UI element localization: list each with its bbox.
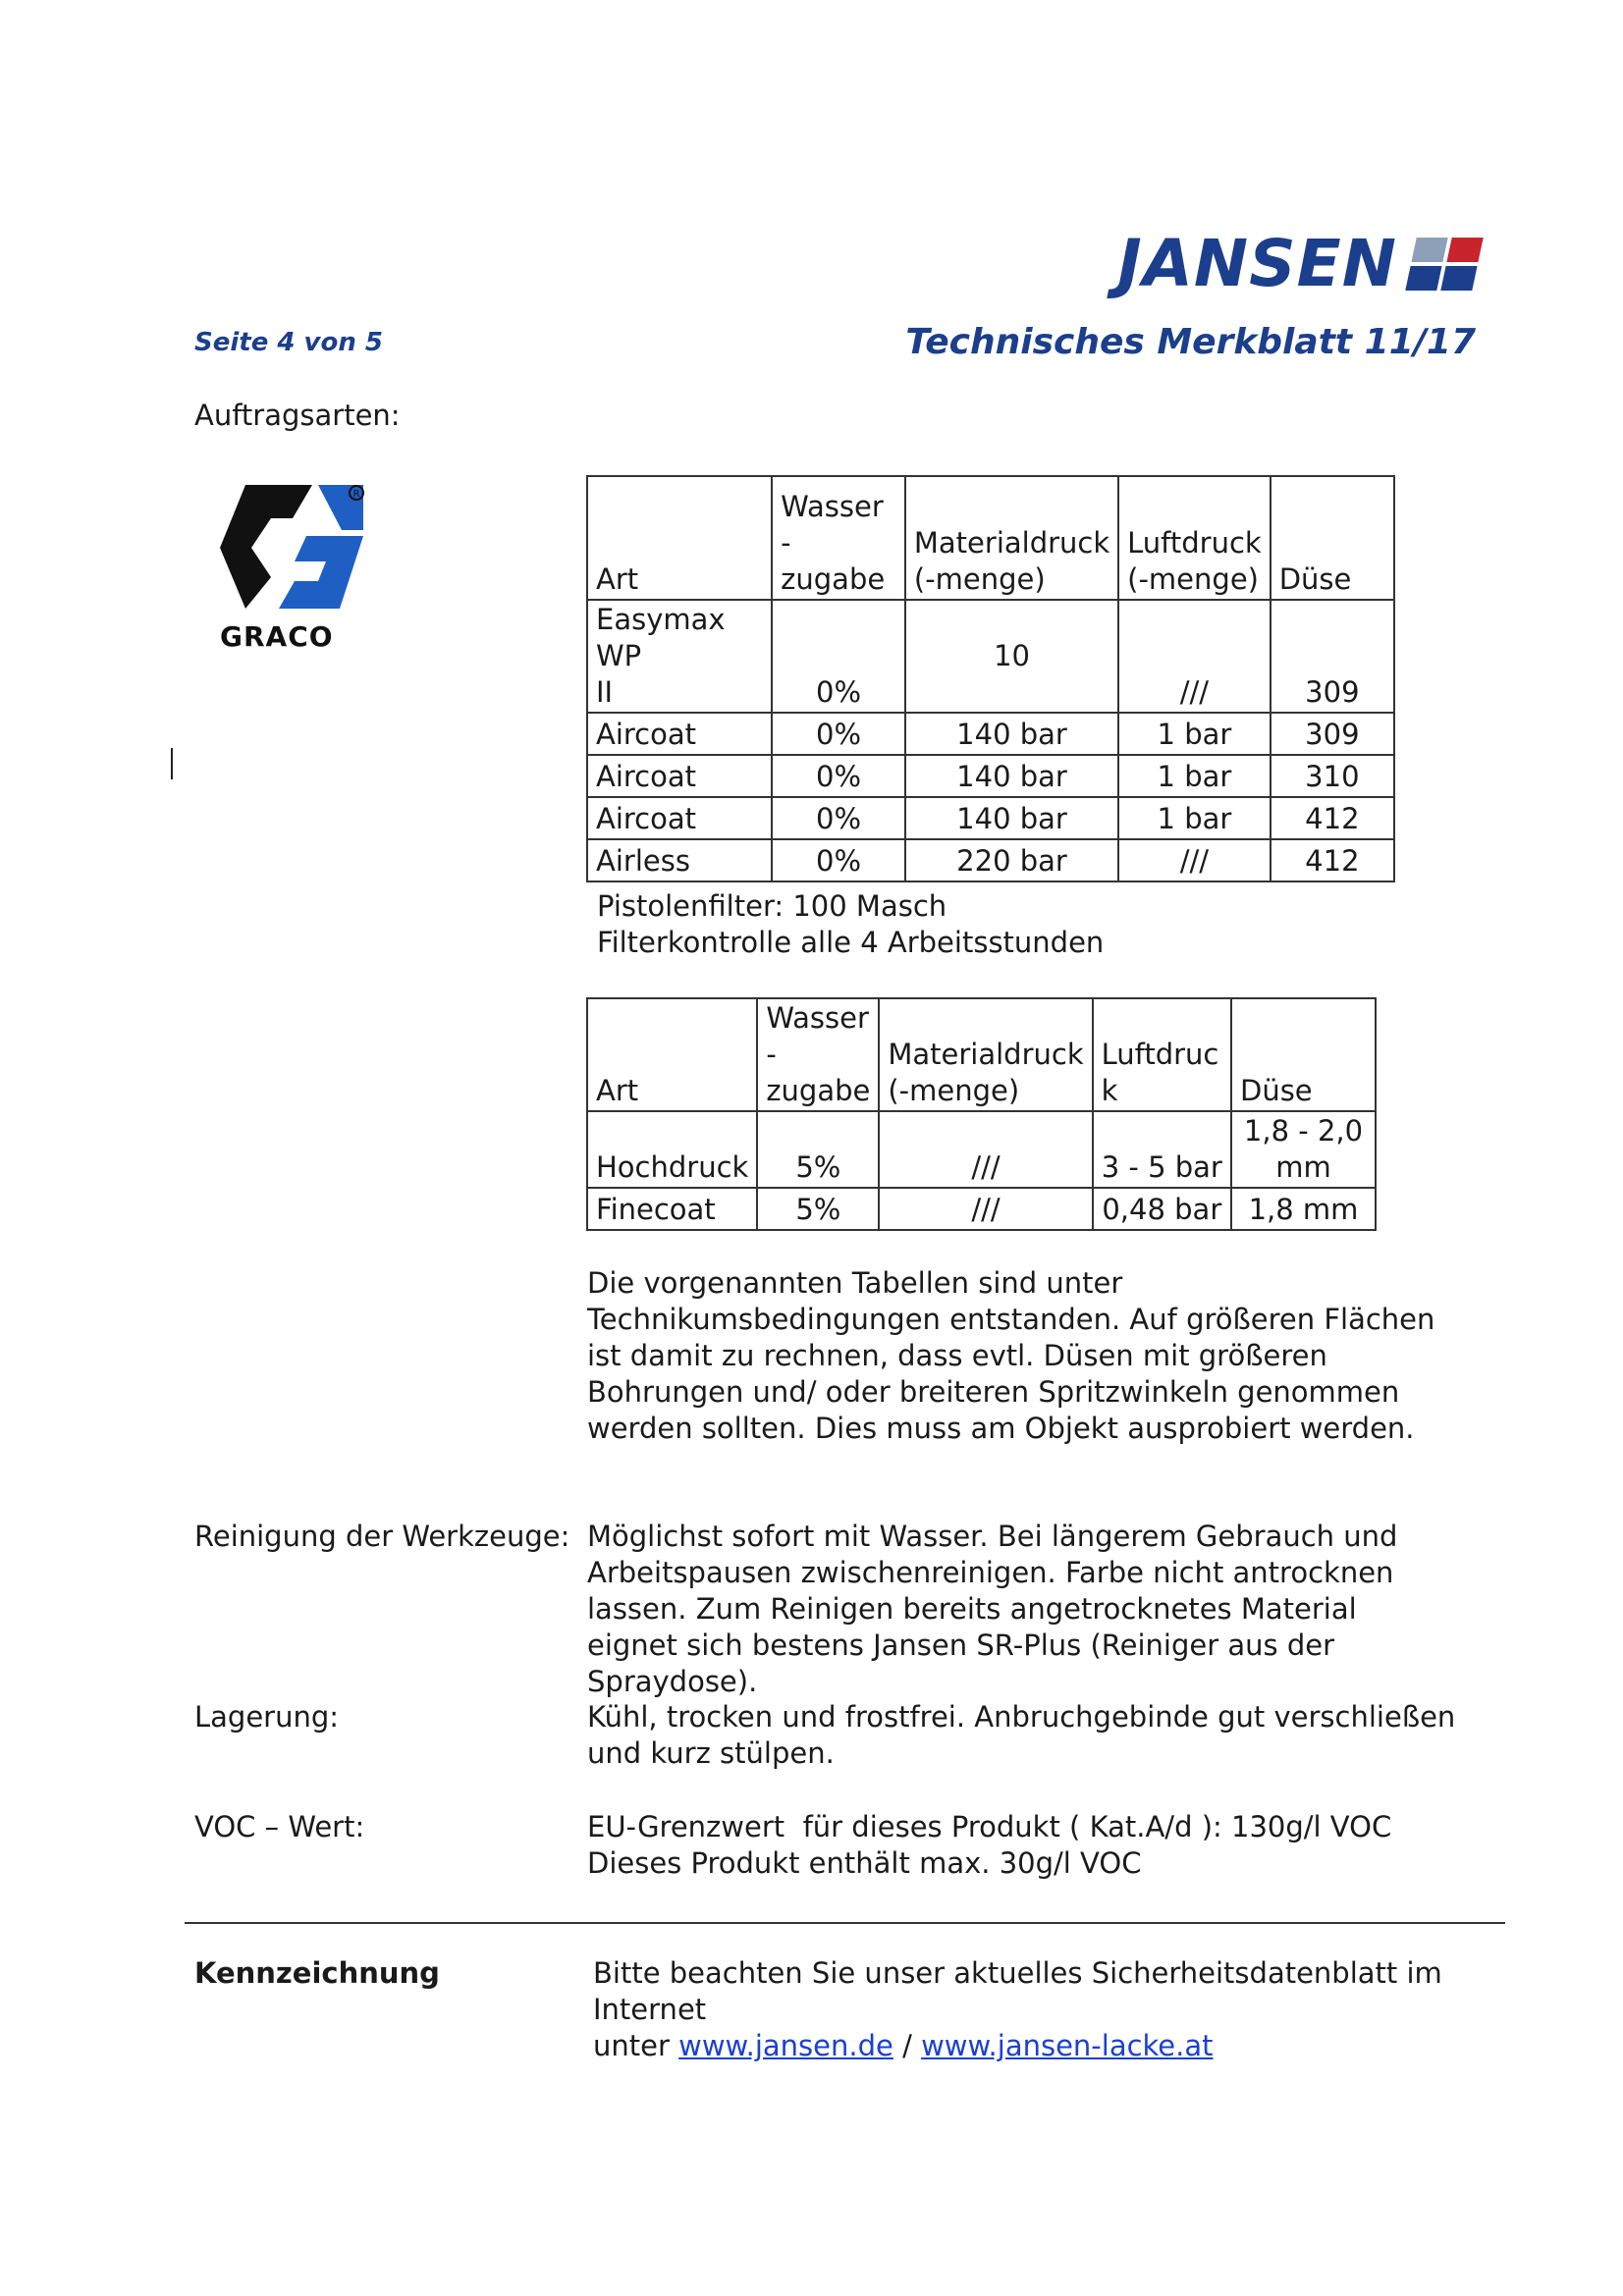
table-row	[587, 600, 1394, 713]
table-cell: ///	[1118, 839, 1271, 881]
table-cell: 310	[1271, 755, 1394, 797]
table-row	[587, 1111, 1376, 1188]
table-row	[587, 797, 1394, 839]
table-cell: 0%	[772, 713, 905, 755]
labeling-line	[593, 2028, 1496, 2064]
table-row	[587, 755, 1394, 797]
table-header-cell: Düse	[1271, 476, 1394, 600]
table-header-row	[587, 476, 1394, 600]
cleaning-text: Möglichst sofort mit Wasser. Bei längerem Gebrauch und Arbeitspausen zwischenreinigen. Farbe nicht antrocknen lassen. Zum Reinigen bereits angetrocknetes Material eignet sich bestens Jansen SR-Plus (Reiniger aus der Spraydose).	[587, 1520, 1398, 1698]
table-cell: 1,8 mm	[1231, 1188, 1376, 1230]
table-cell: Airless	[587, 839, 772, 881]
jansen-lacke-link[interactable]: www.jansen-lacke.at	[921, 2029, 1214, 2062]
voc-line: Dieses Produkt enthält max. 30g/l VOC	[587, 1846, 1142, 1880]
storage-text: Kühl, trocken und frostfrei. Anbruchgebinde gut verschließen und kurz stülpen.	[587, 1700, 1456, 1770]
cleaning-label: Reinigung der Werkzeuge:	[194, 1520, 570, 1553]
table-row	[587, 713, 1394, 755]
table-header-cell: Materialdruck (-menge)	[879, 998, 1092, 1111]
table-header-cell: Wasser - zugabe	[757, 998, 879, 1111]
voc-line: EU-Grenzwert für dieses Produkt ( Kat.A/d ): 130g/l VOC	[587, 1810, 1392, 1843]
table-header-cell: Luftdruck (-menge)	[1118, 476, 1271, 600]
jansen-de-link[interactable]: www.jansen.de	[678, 2029, 893, 2062]
application-table-2	[586, 997, 1377, 1231]
labeling-label: Kennzeichnung	[194, 1956, 440, 1990]
voc-text	[587, 1809, 1490, 1882]
table-note: Die vorgenannten Tabellen sind unter Technikumsbedingungen entstanden. Auf größeren Flächen ist damit zu rechnen, dass evtl. Düsen mit größeren Bohrungen und/ oder breiteren Spritzwinkeln genommen werden sollten. Dies muss am Objekt ausprobiert werden.	[587, 1266, 1435, 1445]
section-heading-application: Auftragsarten:	[194, 399, 401, 432]
divider	[185, 1922, 1505, 1924]
table-cell: Hochdruck	[587, 1111, 757, 1188]
application-table-1	[586, 475, 1395, 882]
table-header-cell: Luftdruc k	[1093, 998, 1231, 1111]
labeling-prefix: unter	[593, 2029, 670, 2062]
table-cell: 1 bar	[1118, 713, 1271, 755]
table-cell: 1,8 - 2,0 mm	[1231, 1111, 1376, 1188]
table-cell: 412	[1271, 839, 1394, 881]
page-indicator: Seite 4 von 5	[194, 328, 383, 357]
table-cell: Aircoat	[587, 797, 772, 839]
link-separator: /	[902, 2029, 912, 2062]
table-cell: 140 bar	[905, 797, 1118, 839]
jansen-logo	[1117, 226, 1480, 301]
table-header-cell: Düse	[1231, 998, 1376, 1111]
svg-text:R: R	[352, 489, 360, 500]
table-cell: 3 - 5 bar	[1093, 1111, 1231, 1188]
table-header-row	[587, 998, 1376, 1111]
table-cell: 10	[905, 600, 1118, 713]
table-cell: 0%	[772, 839, 905, 881]
table-cell: Aircoat	[587, 713, 772, 755]
filter-note-line: Pistolenfilter: 100 Masch	[597, 889, 947, 923]
table-header-cell: Art	[587, 476, 772, 600]
text-cursor	[171, 748, 173, 779]
table-cell: Finecoat	[587, 1188, 757, 1230]
filter-note-line: Filterkontrolle alle 4 Arbeitsstunden	[597, 926, 1105, 959]
voc-label: VOC – Wert:	[194, 1810, 365, 1843]
table-header-cell: Materialdruck (-menge)	[905, 476, 1118, 600]
table-cell: 0%	[772, 755, 905, 797]
table-row	[587, 1188, 1376, 1230]
table-cell: 220 bar	[905, 839, 1118, 881]
table-cell: 140 bar	[905, 755, 1118, 797]
document-title: Technisches Merkblatt 11/17	[905, 322, 1476, 362]
jansen-logo-mark-icon	[1405, 238, 1485, 291]
filter-note	[597, 888, 1104, 961]
graco-logo-text: GRACO	[220, 620, 334, 653]
table-cell: 1 bar	[1118, 797, 1271, 839]
graco-logo-icon	[216, 479, 373, 616]
table-cell: ///	[1118, 600, 1271, 713]
table-cell: ///	[879, 1188, 1092, 1230]
table-cell: 5%	[757, 1188, 879, 1230]
table-header-cell: Art	[587, 998, 757, 1111]
labeling-text	[593, 1955, 1496, 2064]
table-cell: 309	[1271, 600, 1394, 713]
table-cell: 0%	[772, 797, 905, 839]
graco-logo	[216, 479, 373, 656]
table-cell: Easymax WP II	[587, 600, 772, 713]
table-cell: 140 bar	[905, 713, 1118, 755]
table-row	[587, 839, 1394, 881]
storage-label: Lagerung:	[194, 1700, 340, 1734]
table-cell: 412	[1271, 797, 1394, 839]
table-cell: 0,48 bar	[1093, 1188, 1231, 1230]
table-header-cell: Wasser - zugabe	[772, 476, 905, 600]
table-cell: 5%	[757, 1111, 879, 1188]
table-cell: Aircoat	[587, 755, 772, 797]
table-cell: 309	[1271, 713, 1394, 755]
table-cell: 1 bar	[1118, 755, 1271, 797]
labeling-line: Bitte beachten Sie unser aktuelles Sicherheitsdatenblatt im Internet	[593, 1956, 1442, 2026]
table-cell: ///	[879, 1111, 1092, 1188]
brand-name: JANSEN	[1117, 226, 1397, 301]
table-cell: 0%	[772, 600, 905, 713]
